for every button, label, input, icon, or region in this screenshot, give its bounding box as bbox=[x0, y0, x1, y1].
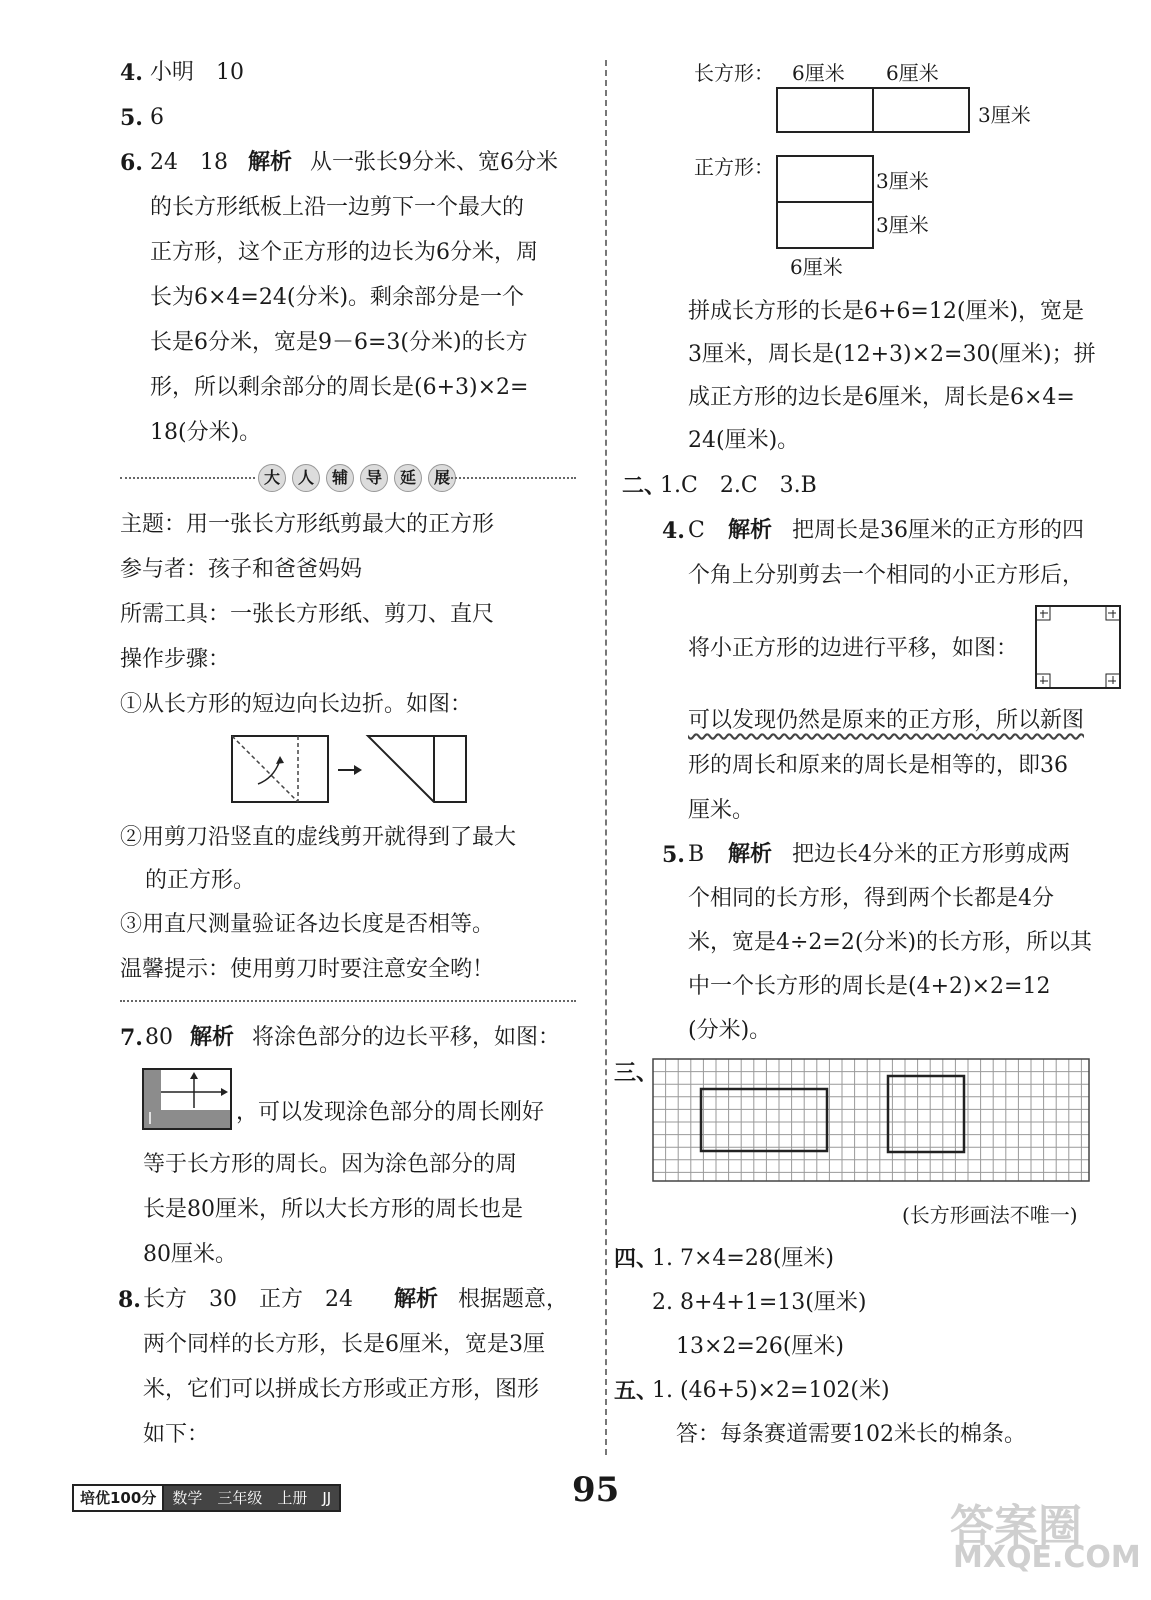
section-4-line-1: 1. 7×4=28(厘米) bbox=[652, 1246, 835, 1271]
divider bbox=[448, 477, 576, 479]
q6-analysis-label: 解析 bbox=[248, 150, 293, 175]
fig-square-label: 正方形： bbox=[694, 155, 774, 179]
q7-line-after-figure: ，可以发现涂色部分的周长刚好 bbox=[236, 1100, 545, 1125]
section-2-number: 二、 bbox=[622, 473, 667, 499]
q7-answer: 80 bbox=[145, 1025, 173, 1050]
q7-analysis-label: 解析 bbox=[190, 1025, 235, 1050]
q4-number: 4. bbox=[120, 60, 143, 86]
q6-line-6: 18(分米)。 bbox=[150, 420, 262, 445]
extension-steps-title: 操作步骤： bbox=[120, 647, 231, 672]
q2-4-number: 4. bbox=[662, 518, 685, 544]
page-number: 95 bbox=[572, 1470, 620, 1510]
q7-line-2: 长是80厘米，所以大长方形的周长也是 bbox=[143, 1197, 523, 1222]
banner-char: 人 bbox=[292, 464, 320, 492]
q2-4-answer: C bbox=[688, 518, 705, 543]
q4-answer: 小明 10 bbox=[150, 60, 244, 85]
q8-analysis-label: 解析 bbox=[394, 1287, 439, 1312]
footer-book-label bbox=[72, 1484, 341, 1512]
q2-5-analysis-label: 解析 bbox=[728, 842, 773, 867]
q8-cont-line-0: 拼成长方形的长是6+6=12(厘米)，宽是 bbox=[688, 299, 1085, 324]
q6-answer: 24 18 bbox=[150, 150, 228, 175]
banner-char: 大 bbox=[258, 464, 286, 492]
divider bbox=[120, 477, 255, 479]
extension-tip: 温馨提示：使用剪刀时要注意安全哟！ bbox=[120, 957, 495, 982]
q2-4-figure bbox=[1034, 604, 1124, 690]
q2-5-line-3: 中一个长方形的周长是(4+2)×2=12 bbox=[688, 974, 1051, 999]
extension-banner bbox=[258, 464, 456, 492]
section-4-line-3: 13×2=26(厘米) bbox=[676, 1334, 845, 1359]
q2-4-line-3: 可以发现仍然是原来的正方形，所以新图 bbox=[688, 708, 1085, 733]
q6-line-1: 的长方形纸板上沿一边剪下一个最大的 bbox=[150, 195, 525, 220]
q8-cont-line-3: 24(厘米)。 bbox=[688, 428, 800, 453]
section-5-line-1: 1. (46+5)×2=102(米) bbox=[652, 1378, 890, 1403]
watermark-url: MXQE.COM bbox=[953, 1540, 1141, 1575]
q6-line-5: 形，所以剩余部分的周长是(6+3)×2= bbox=[150, 375, 529, 400]
q2-4-line-5: 厘米。 bbox=[688, 798, 755, 823]
q6-line-3: 长为6×4=24(分米)。剩余部分是一个 bbox=[150, 285, 525, 310]
section-5-number: 五、 bbox=[614, 1378, 659, 1404]
section-2-answers: 1.C 2.C 3.B bbox=[660, 473, 817, 498]
fold-figure bbox=[230, 734, 470, 806]
divider bbox=[120, 1000, 576, 1002]
fig-rect bbox=[775, 86, 975, 136]
q2-5-line-first: 把边长4分米的正方形剪成两 bbox=[792, 842, 1070, 867]
banner-char: 导 bbox=[360, 464, 388, 492]
fig-rect-top2: 6厘米 bbox=[886, 61, 939, 85]
q6-line-2: 正方形，这个正方形的边长为6分米，周 bbox=[150, 240, 538, 265]
banner-char: 展 bbox=[428, 464, 456, 492]
fig-square-side1: 3厘米 bbox=[876, 169, 929, 193]
section-3-note: (长方形画法不唯一) bbox=[902, 1203, 1078, 1227]
q8-line-first: 根据题意， bbox=[458, 1287, 569, 1312]
section-4-number: 四、 bbox=[614, 1246, 659, 1272]
q8-line-3: 如下： bbox=[143, 1422, 210, 1447]
q8-answer: 长方 30 正方 24 bbox=[143, 1287, 353, 1312]
q2-5-answer: B bbox=[688, 842, 705, 867]
column-divider bbox=[605, 60, 607, 1455]
watermark-logo: 答案圈 bbox=[950, 1501, 1082, 1552]
grid-drawing bbox=[652, 1058, 1092, 1184]
q7-line-3: 80厘米。 bbox=[143, 1242, 237, 1267]
q5-number: 5. bbox=[120, 105, 143, 131]
q2-4-line-4: 形的周长和原来的周长是相等的，即36 bbox=[688, 753, 1068, 778]
q7-number: 7. bbox=[120, 1025, 143, 1051]
q2-5-line-2: 米，宽是4÷2=2(分米)的长方形，所以其 bbox=[688, 930, 1093, 955]
q8-number: 8. bbox=[118, 1287, 141, 1313]
fig-rect-top1: 6厘米 bbox=[792, 61, 845, 85]
q8-line-2: 米，它们可以拼成长方形或正方形，图形 bbox=[143, 1377, 540, 1402]
extension-step-2-cont: 的正方形。 bbox=[145, 868, 256, 893]
extension-step-1: ①从长方形的短边向长边折。如图： bbox=[120, 692, 473, 717]
section-3-number: 三、 bbox=[614, 1060, 659, 1086]
fig-square-side2: 3厘米 bbox=[876, 213, 929, 237]
q2-4-analysis-label: 解析 bbox=[728, 518, 773, 543]
q2-5-number: 5. bbox=[662, 842, 685, 868]
fig-square-bottom: 6厘米 bbox=[790, 255, 843, 279]
section-4-line-2: 2. 8+4+1=13(厘米) bbox=[652, 1290, 867, 1315]
footer-brand: 培优100分 bbox=[74, 1486, 164, 1510]
section-5-line-2: 答：每条赛道需要102米长的棉条。 bbox=[676, 1422, 1026, 1447]
banner-char: 延 bbox=[394, 464, 422, 492]
q7-line-first: 将涂色部分的边长平移，如图： bbox=[252, 1025, 561, 1050]
q2-4-line-2: 将小正方形的边进行平移，如图： bbox=[688, 636, 1019, 661]
q5-answer: 6 bbox=[150, 105, 164, 130]
q8-cont-line-1: 3厘米，周长是(12+3)×2=30(厘米)；拼 bbox=[688, 342, 1096, 367]
extension-participants: 参与者：孩子和爸爸妈妈 bbox=[120, 557, 363, 582]
q8-line-1: 两个同样的长方形，长是6厘米，宽是3厘 bbox=[143, 1332, 545, 1357]
q2-5-line-1: 个相同的长方形，得到两个长都是4分 bbox=[688, 886, 1054, 911]
q2-4-line-1: 个角上分别剪去一个相同的小正方形后， bbox=[688, 563, 1085, 588]
q8-cont-line-2: 成正方形的边长是6厘米，周长是6×4= bbox=[688, 385, 1075, 410]
q2-4-line-first: 把周长是36厘米的正方形的四 bbox=[792, 518, 1084, 543]
q2-5-line-4: (分米)。 bbox=[688, 1018, 772, 1043]
q6-line-0: 从一张长9分米、宽6分米 bbox=[310, 150, 558, 175]
extension-step-3: ③用直尺测量验证各边长度是否相等。 bbox=[120, 912, 495, 937]
extension-tools: 所需工具：一张长方形纸、剪刀、直尺 bbox=[120, 602, 495, 627]
q7-figure bbox=[142, 1068, 234, 1132]
fig-rect-side: 3厘米 bbox=[978, 103, 1031, 127]
q6-number: 6. bbox=[120, 150, 143, 176]
footer-info: 数学 三年级 上册 JJ bbox=[164, 1486, 339, 1510]
q6-line-4: 长是6分米，宽是9－6=3(分米)的长方 bbox=[150, 330, 528, 355]
q7-line-1: 等于长方形的周长。因为涂色部分的周 bbox=[143, 1152, 518, 1177]
fig-square bbox=[775, 154, 877, 250]
extension-topic: 主题：用一张长方形纸剪最大的正方形 bbox=[120, 512, 495, 537]
extension-step-2: ②用剪刀沿竖直的虚线剪开就得到了最大 bbox=[120, 825, 517, 850]
banner-char: 辅 bbox=[326, 464, 354, 492]
fig-rect-label: 长方形： bbox=[694, 61, 774, 85]
